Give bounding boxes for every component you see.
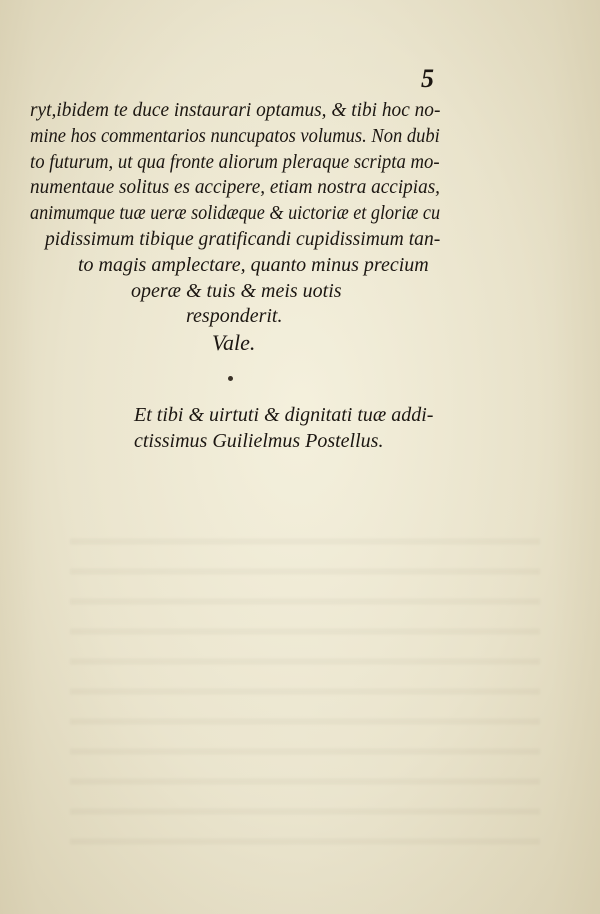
text-line: mine hos commentarios nuncupatos volumus. Non dubi (30, 125, 440, 147)
ink-dot (228, 376, 233, 381)
text-line: to futurum, ut qua fronte aliorum pleraque scripta mo- (30, 151, 440, 173)
dedication-signature: ctissimus Guilielmus Postellus. (134, 430, 384, 452)
page-number: 5 (421, 64, 434, 93)
text-line: operæ & tuis & meis uotis (131, 280, 342, 302)
text-line: numentaue solitus es accipere, etiam nostra accipias, (30, 176, 440, 198)
dedication-line: Et tibi & uirtuti & dignitati tuæ addi- (134, 404, 434, 426)
text-line: to magis amplectare, quanto minus precium (78, 254, 429, 276)
text-line: ryt,ibidem te duce instaurari optamus, & tibi hoc no- (30, 99, 441, 121)
closing-vale: Vale. (212, 330, 256, 355)
text-line: animumque tuæ ueræ solidæque & uictoriæ et gloriæ cu (30, 202, 441, 224)
text-line: pidissimum tibique gratificandi cupidissimum tan- (45, 228, 441, 250)
text-line: responderit. (186, 305, 283, 327)
